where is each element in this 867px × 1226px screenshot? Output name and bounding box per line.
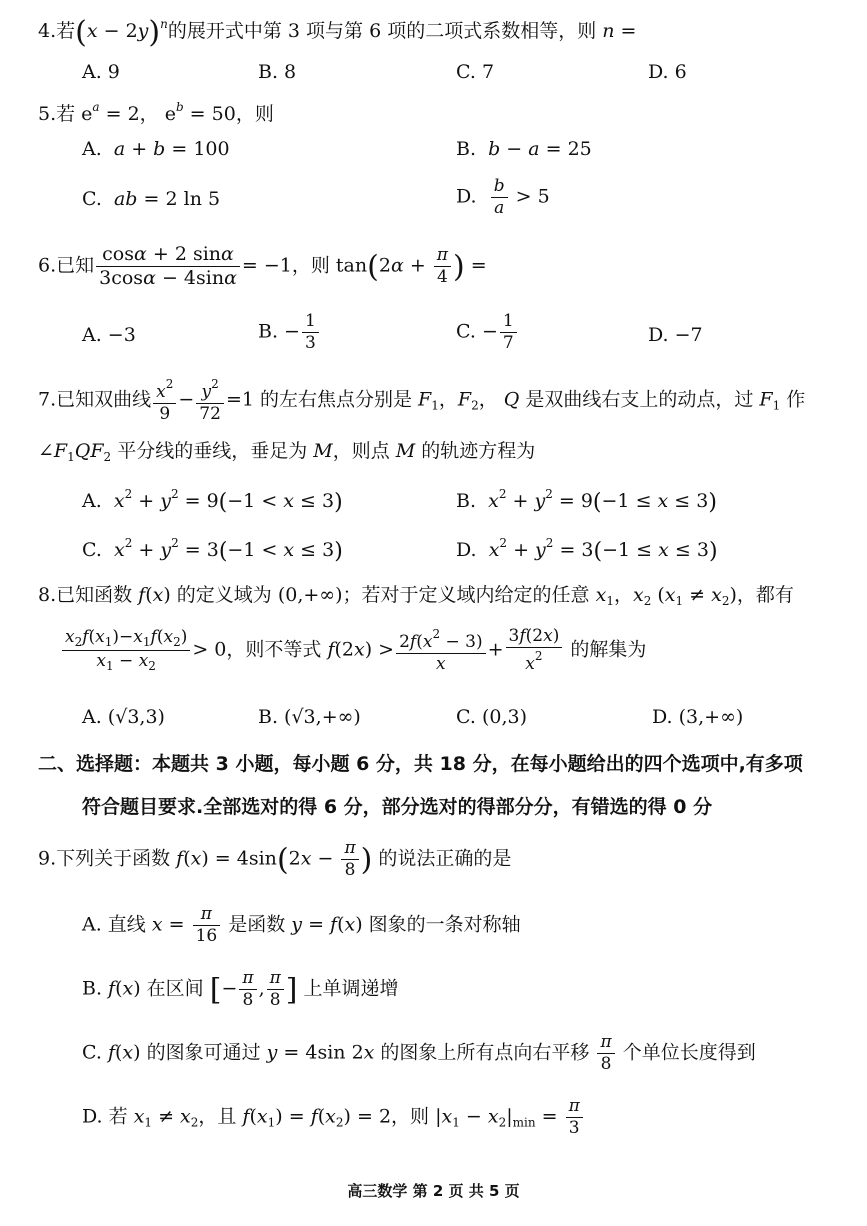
q4-option-d[interactable]: D. 6 (648, 61, 687, 83)
question-7-stem-line1: 7.已知双曲线 $\frac{x^2}{9}$ − $\frac{y^2}{72}$ =1 的左右焦点分别是 $F_1$，$F_2$， Q 是双曲线右支上的动点，过 $F_1$ 作 (38, 377, 806, 424)
q7-option-d[interactable]: D. $x^2 + y^2 = 3(-1 \le x \le 3)$ (456, 536, 718, 564)
question-7-stem-line2: $\angle F_1QF_2$ 平分线的垂线，垂足为 M，则点 M 的轨迹方程为 (38, 440, 536, 464)
q8-option-c[interactable]: C. (0,3) (456, 706, 527, 728)
section-2-instructions: 符合题目要求.全部选对的得 6 分，部分选对的得部分分，有错选的得 0 分 (82, 796, 713, 818)
q8-option-d[interactable]: D. (3,+∞) (652, 706, 744, 728)
q5-option-c[interactable]: C. ab = 2 ln 5 (82, 188, 221, 210)
question-9-stem: 9.下列关于函数 f(x) = 4sin(2x − $\frac{\pi}{8}$ ) 的说法正确的是 (38, 838, 512, 880)
q6-option-a[interactable]: A. −3 (82, 324, 136, 346)
q6-option-c[interactable]: C. − $\frac{1}{7}$ (456, 313, 519, 352)
q4-option-c[interactable]: C. 7 (456, 61, 495, 83)
section-2-heading: 二、选择题：本题共 3 小题，每小题 6 分，共 18 分，在每小题给出的四个选项中,有多项 (38, 753, 803, 775)
q4-option-b[interactable]: B. 8 (258, 61, 297, 83)
q4-option-a[interactable]: A. 9 (82, 61, 120, 83)
q5-option-a[interactable]: A. a + b = 100 (82, 138, 230, 160)
q6-option-b[interactable]: B. − $\frac{1}{3}$ (258, 313, 321, 352)
question-8-stem-line2: $\frac{x_2f(x_1)-x_1f(x_2)}{x_1 - x_2}$ > 0，则不等式 f(2x) > $\frac{2f(x^2 - 3)}{x}$ + $\frac{3f(2x)}{x^2}$ 的解集为 (60, 628, 646, 673)
page-footer: 高三数学 第 2 页 共 5 页 (347, 1182, 520, 1200)
q7-option-b[interactable]: B. $x^2 + y^2 = 9(-1 \le x \le 3)$ (456, 487, 717, 515)
q9-option-c[interactable]: C. f(x) 的图象可通过 y = 4sin 2x 的图象上所有点向右平移 $\frac{\pi}{8}$ 个单位长度得到 (82, 1032, 756, 1074)
question-4-stem (38, 15, 637, 50)
q7-option-a[interactable]: A. $x^2 + y^2 = 9(-1 < x \le 3)$ (82, 487, 343, 515)
q9-option-b[interactable]: B. f(x) 在区间 [− $\frac{\pi}{8}$ , $\frac{\pi}{8}$ ] 上单调递增 (82, 968, 399, 1010)
q4-text: 4.若$(x - 2y)^n$的展开式中第 3 项与第 6 项的二项式系数相等，则 n = (38, 15, 637, 50)
question-8-stem-line1: 8.已知函数 f(x) 的定义域为 (0,+∞)；若对于定义域内给定的任意 $x_1$，$x_2$ $(x_1 \ne x_2)$，都有 (38, 584, 794, 608)
q9-option-a[interactable]: A. 直线 x = $\frac{\pi}{16}$ 是函数 y = f(x) 图象的一条对称轴 (82, 904, 521, 946)
q7-option-c[interactable]: C. $x^2 + y^2 = 3(-1 < x \le 3)$ (82, 536, 343, 564)
question-5-stem: 5.若 $e^a = 2$， $e^b = 50$，则 (38, 100, 274, 125)
question-6-stem: 6.已知 $\frac{\cos\alpha + 2 \sin\alpha}{3\cos\alpha - 4\sin\alpha}$ = −1，则 tan(2α + $\frac{\pi}{4}$ ) = (38, 243, 487, 289)
q5-option-b[interactable]: B. b − a = 25 (456, 138, 592, 160)
q6-option-d[interactable]: D. −7 (648, 324, 703, 346)
q9-option-d[interactable]: D. 若 $x_1 \ne x_2$，且 $f(x_1) = f(x_2) = 2$，则 $|x_1 - x_2|_{min}$ = $\frac{\pi}{3}$ (82, 1098, 585, 1137)
q5-option-d[interactable]: D. $\frac{b}{a}$ > 5 (456, 176, 550, 218)
q8-option-b[interactable]: B. (√3,+∞) (258, 706, 361, 728)
q8-option-a[interactable]: A. (√3,3) (82, 706, 165, 728)
